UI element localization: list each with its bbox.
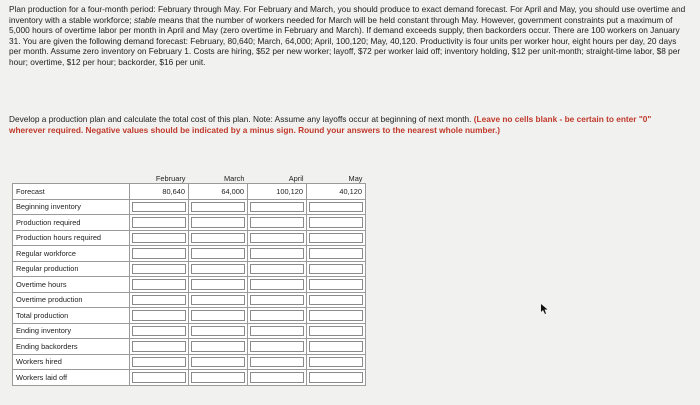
answer-input-february[interactable] xyxy=(132,233,186,244)
answer-cell xyxy=(189,246,248,262)
answer-cell xyxy=(307,308,366,324)
answer-cell xyxy=(189,261,248,277)
answer-input-april[interactable] xyxy=(250,341,304,352)
forecast-row xyxy=(13,184,366,200)
answer-input-april[interactable] xyxy=(250,326,304,337)
answer-input-may[interactable] xyxy=(309,202,363,213)
answer-input-may[interactable] xyxy=(309,217,363,228)
answer-input-april[interactable] xyxy=(250,202,304,213)
answer-cell xyxy=(130,370,189,386)
answer-input-february[interactable] xyxy=(132,326,186,337)
mouse-cursor-icon xyxy=(541,304,549,314)
answer-input-may[interactable] xyxy=(309,326,363,337)
answer-input-april[interactable] xyxy=(250,295,304,306)
answer-input-february[interactable] xyxy=(132,295,186,306)
answer-input-february[interactable] xyxy=(132,248,186,259)
answer-input-march[interactable] xyxy=(191,248,245,259)
answer-cell xyxy=(189,215,248,231)
answer-cell xyxy=(189,199,248,215)
answer-input-may[interactable] xyxy=(309,295,363,306)
table-row xyxy=(13,261,366,277)
forecast-value-may: 40,120 xyxy=(307,184,366,200)
answer-input-may[interactable] xyxy=(309,310,363,321)
answer-cell xyxy=(130,246,189,262)
answer-cell xyxy=(130,199,189,215)
answer-cell xyxy=(248,308,307,324)
answer-cell xyxy=(248,215,307,231)
answer-cell xyxy=(130,215,189,231)
row-label: Total production xyxy=(13,308,130,324)
answer-cell xyxy=(130,261,189,277)
answer-input-march[interactable] xyxy=(191,202,245,213)
answer-cell xyxy=(189,354,248,370)
answer-input-march[interactable] xyxy=(191,341,245,352)
answer-input-february[interactable] xyxy=(132,372,186,383)
problem-intro: Plan production for a four-month period: February through May. For February and March, you should produce to exact demand forecast. For April and May, you should use overtime and inventory with a stable workforce; xyxy=(9,4,686,25)
answer-cell xyxy=(248,323,307,339)
table-row xyxy=(13,215,366,231)
answer-cell xyxy=(189,292,248,308)
answer-cell xyxy=(189,230,248,246)
answer-cell xyxy=(248,261,307,277)
answer-input-march[interactable] xyxy=(191,233,245,244)
answer-cell xyxy=(189,323,248,339)
row-label: Ending backorders xyxy=(13,339,130,355)
month-header-april: April xyxy=(248,173,307,184)
answer-input-february[interactable] xyxy=(132,341,186,352)
answer-cell xyxy=(307,230,366,246)
table-row xyxy=(13,199,366,215)
answer-cell xyxy=(248,230,307,246)
table-row xyxy=(13,354,366,370)
answer-input-april[interactable] xyxy=(250,217,304,228)
instructions-text: Develop a production plan and calculate the total cost of this plan. Note: Assume any layoffs occur at beginning of next month. xyxy=(9,114,472,124)
answer-cell xyxy=(307,215,366,231)
row-label: Overtime hours xyxy=(13,277,130,293)
problem-statement xyxy=(9,4,689,68)
answer-cell xyxy=(248,370,307,386)
answer-input-may[interactable] xyxy=(309,357,363,368)
month-header-march: March xyxy=(189,173,248,184)
answer-input-march[interactable] xyxy=(191,295,245,306)
production-plan-grid xyxy=(12,173,366,386)
answer-input-april[interactable] xyxy=(250,310,304,321)
answer-cell xyxy=(307,339,366,355)
answer-input-march[interactable] xyxy=(191,357,245,368)
answer-cell xyxy=(189,339,248,355)
answer-input-may[interactable] xyxy=(309,264,363,275)
answer-cell xyxy=(307,261,366,277)
instructions xyxy=(9,114,679,135)
answer-input-april[interactable] xyxy=(250,372,304,383)
table-row xyxy=(13,308,366,324)
answer-cell xyxy=(130,277,189,293)
answer-cell xyxy=(307,199,366,215)
row-label: Production hours required xyxy=(13,230,130,246)
answer-cell xyxy=(130,230,189,246)
answer-input-march[interactable] xyxy=(191,372,245,383)
table-row xyxy=(13,230,366,246)
answer-cell xyxy=(130,323,189,339)
answer-cell xyxy=(130,292,189,308)
answer-cell xyxy=(248,292,307,308)
table-row xyxy=(13,370,366,386)
table-row xyxy=(13,246,366,262)
instructions-warning: (Leave no cells blank - be certain to enter "0" wherever required. Negative values should be indicated by a minus sign. Round your answers to the nearest whole number.) xyxy=(9,114,652,135)
answer-input-may[interactable] xyxy=(309,233,363,244)
answer-input-april[interactable] xyxy=(250,357,304,368)
answer-cell xyxy=(130,354,189,370)
table-row xyxy=(13,323,366,339)
answer-input-april[interactable] xyxy=(250,233,304,244)
stable-term: stable xyxy=(133,14,157,25)
month-header-may: May xyxy=(307,173,366,184)
row-label: Production required xyxy=(13,215,130,231)
month-header-february: February xyxy=(130,173,189,184)
answer-input-april[interactable] xyxy=(250,248,304,259)
forecast-value-april: 100,120 xyxy=(248,184,307,200)
answer-input-may[interactable] xyxy=(309,248,363,259)
answer-input-march[interactable] xyxy=(191,310,245,321)
row-label: Ending inventory xyxy=(13,323,130,339)
answer-input-february[interactable] xyxy=(132,202,186,213)
answer-cell xyxy=(248,199,307,215)
month-header-row xyxy=(13,173,366,184)
answer-input-march[interactable] xyxy=(191,264,245,275)
answer-input-may[interactable] xyxy=(309,279,363,290)
table-row xyxy=(13,277,366,293)
answer-input-february[interactable] xyxy=(132,279,186,290)
answer-input-april[interactable] xyxy=(250,264,304,275)
row-label: Workers hired xyxy=(13,354,130,370)
answer-input-february[interactable] xyxy=(132,217,186,228)
answer-input-march[interactable] xyxy=(191,279,245,290)
answer-cell xyxy=(130,339,189,355)
answer-cell xyxy=(248,339,307,355)
answer-cell xyxy=(130,308,189,324)
row-label: Workers laid off xyxy=(13,370,130,386)
answer-input-april[interactable] xyxy=(250,279,304,290)
answer-cell xyxy=(307,246,366,262)
row-label: Regular production xyxy=(13,261,130,277)
answer-input-march[interactable] xyxy=(191,217,245,228)
row-label: Beginning inventory xyxy=(13,199,130,215)
table-row xyxy=(13,292,366,308)
answer-cell xyxy=(248,246,307,262)
row-label: Regular workforce xyxy=(13,246,130,262)
answer-cell xyxy=(307,370,366,386)
answer-input-march[interactable] xyxy=(191,326,245,337)
answer-cell xyxy=(307,277,366,293)
problem-details: means that the number of workers needed for March will be held constant through May. However, government constraints put a maximum of 5,000 hours of overtime labor per month in April and May (zero overtime in February and March). If demand exceeds supply, then backorders occur. There are 100 workers on January 31. You are given the following demand forecast: February, 80,640; March, 64,000; April, 100,120; May, 40,120. Productivity is four units per worker hour, eight hours per day, 20 days per month. Assume zero inventory on February 1. Costs are hiring, $52 per new worker; layoff, $72 per worker laid off; inventory holding, $12 per unit-month; straight-time labor, $8 per hour; overtime, $12 per hour; backorder, $16 per unit. xyxy=(9,14,681,67)
row-label: Overtime production xyxy=(13,292,130,308)
answer-cell xyxy=(189,370,248,386)
answer-input-february[interactable] xyxy=(132,310,186,321)
answer-input-may[interactable] xyxy=(309,372,363,383)
answer-cell xyxy=(307,323,366,339)
answer-input-february[interactable] xyxy=(132,264,186,275)
forecast-value-march: 64,000 xyxy=(189,184,248,200)
forecast-label: Forecast xyxy=(13,184,130,200)
answer-cell xyxy=(189,277,248,293)
answer-cell xyxy=(248,277,307,293)
answer-input-may[interactable] xyxy=(309,341,363,352)
answer-cell xyxy=(248,354,307,370)
forecast-value-february: 80,640 xyxy=(130,184,189,200)
answer-cell xyxy=(307,292,366,308)
table-row xyxy=(13,339,366,355)
answer-cell xyxy=(307,354,366,370)
answer-input-february[interactable] xyxy=(132,357,186,368)
answer-cell xyxy=(189,308,248,324)
